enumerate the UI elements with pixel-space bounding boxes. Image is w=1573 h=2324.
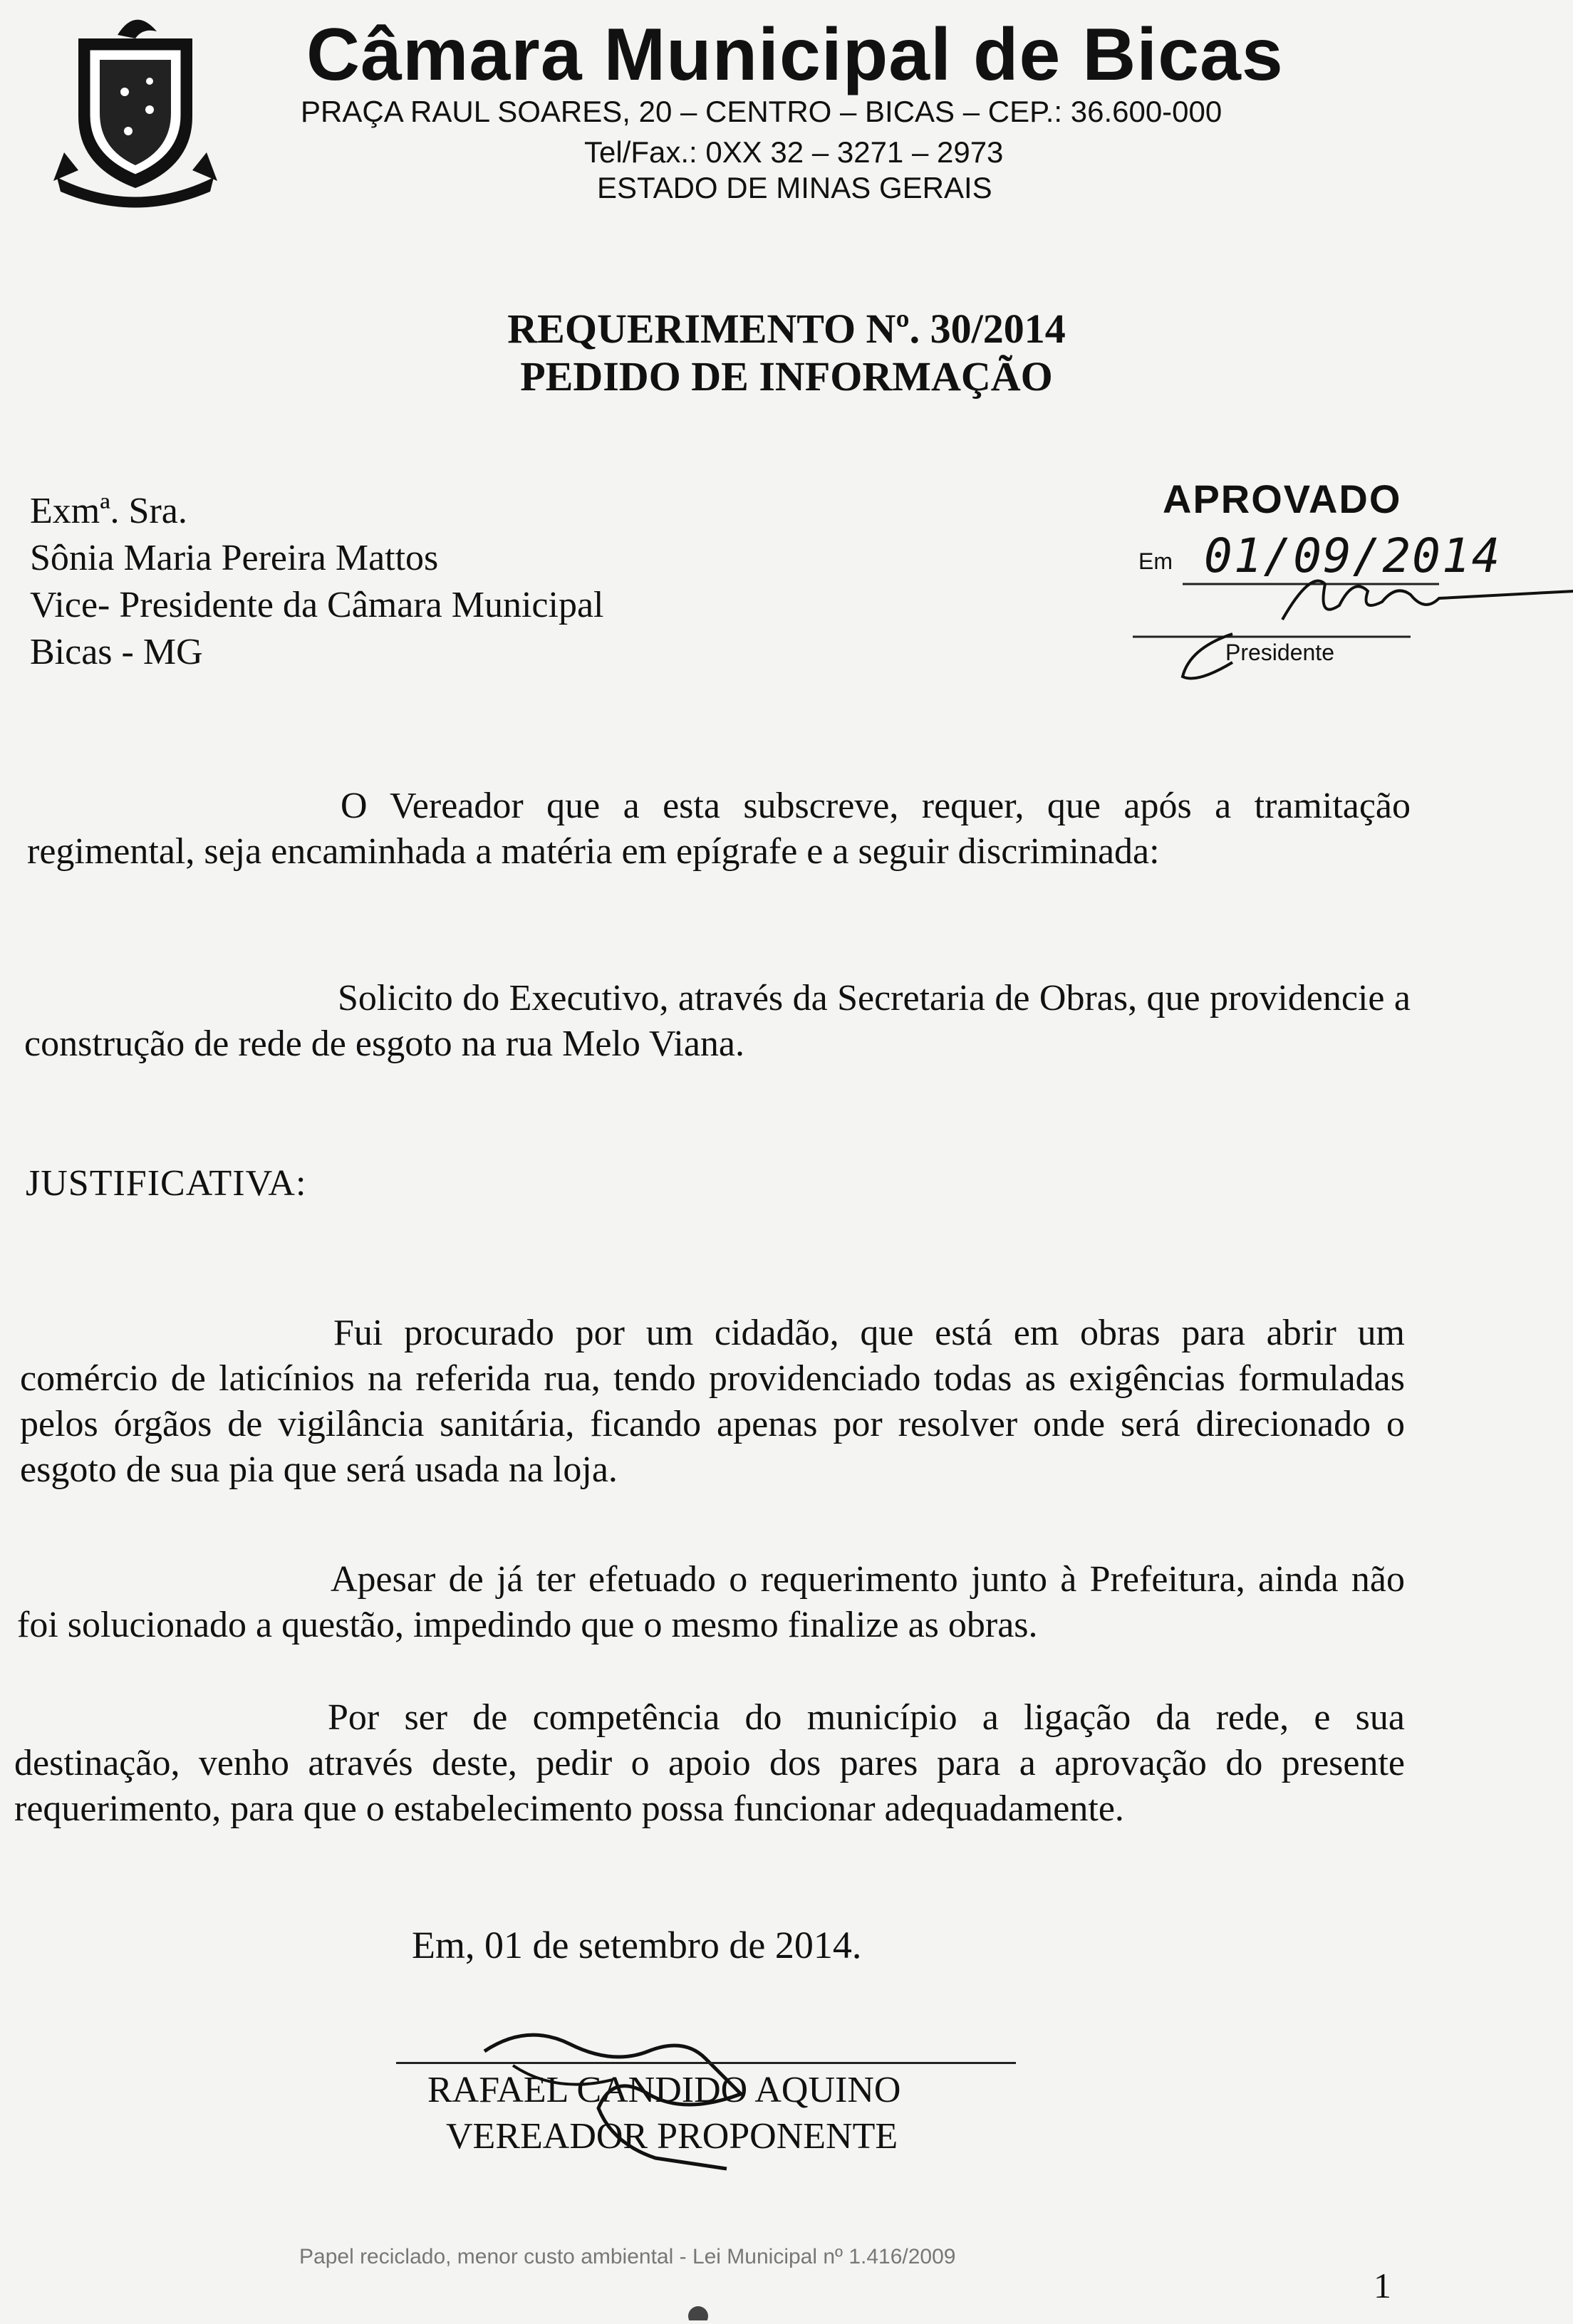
president-signature xyxy=(1126,541,1573,698)
recipient-role: Vice- Presidente da Câmara Municipal xyxy=(30,585,604,625)
justification-heading: JUSTIFICATIVA: xyxy=(26,1163,307,1204)
recipient-salutation: Exmª. Sra. xyxy=(30,491,187,531)
request-paragraph: Solicito do Executivo, através da Secretaria de Obras, que providencie a construção de rede de esgoto na rua Melo Viana. xyxy=(24,978,1411,1064)
signer-role: VEREADOR PROPONENTE xyxy=(446,2116,898,2157)
document-title: REQUERIMENTO Nº. 30/2014 xyxy=(507,306,1066,352)
justification-paragraph-2: Apesar de já ter efetuado o requerimento junto à Prefeitura, ainda não foi solucionado a questão, impedindo que o mesmo finalize as obras. xyxy=(17,1559,1405,1645)
intro-paragraph: O Vereador que a esta subscreve, requer, que após a tramitação regimental, seja encaminhada a matéria em epígrafe e a seguir discriminada: xyxy=(27,786,1411,872)
recycle-mark xyxy=(677,2298,720,2320)
closing-date: Em, 01 de setembro de 2014. xyxy=(412,1924,862,1966)
recipient-name: Sônia Maria Pereira Mattos xyxy=(30,538,439,578)
page-number: 1 xyxy=(1374,2266,1391,2305)
justification-paragraph-1: Fui procurado por um cidadão, que está em obras para abrir um comércio de laticínios na referida rua, tendo providenciado todas as exigências formuladas pelos órgãos de vigilância sanitária, ficando apenas por resolver onde será direcionado o esgoto de sua pia que será usada na loja. xyxy=(20,1313,1405,1490)
signer-name: RAFAEL CANDIDO AQUINO xyxy=(427,2070,901,2110)
approval-stamp-president-label: Presidente xyxy=(1225,640,1334,665)
signature-line xyxy=(396,2062,1016,2064)
justification-paragraph-3: Por ser de competência do município a ligação da rede, e sua destinação, venho através deste, pedir o apoio dos pares para a aprovação do presente requerimento, para que o estabelecimento possa funcionar adequadamente. xyxy=(14,1697,1405,1829)
institution-name: Câmara Municipal de Bicas xyxy=(306,14,1284,96)
footer-note: Papel reciclado, menor custo ambiental - Lei Municipal nº 1.416/2009 xyxy=(299,2245,956,2268)
recipient-location: Bicas - MG xyxy=(30,632,203,672)
approval-stamp-date: 01/09/2014 xyxy=(1204,528,1502,583)
institution-state: ESTADO DE MINAS GERAIS xyxy=(597,171,992,204)
institution-phone: Tel/Fax.: 0XX 32 – 3271 – 2973 xyxy=(584,135,1004,169)
institution-address: PRAÇA RAUL SOARES, 20 – CENTRO – BICAS – CEP.: 36.600-000 xyxy=(301,95,1222,128)
municipal-seal-logo xyxy=(50,10,221,209)
approval-stamp-status: APROVADO xyxy=(1163,476,1402,521)
document-subtitle: PEDIDO DE INFORMAÇÃO xyxy=(520,353,1053,400)
recipient-block xyxy=(30,488,603,676)
approval-stamp-em-label: Em xyxy=(1138,548,1173,574)
